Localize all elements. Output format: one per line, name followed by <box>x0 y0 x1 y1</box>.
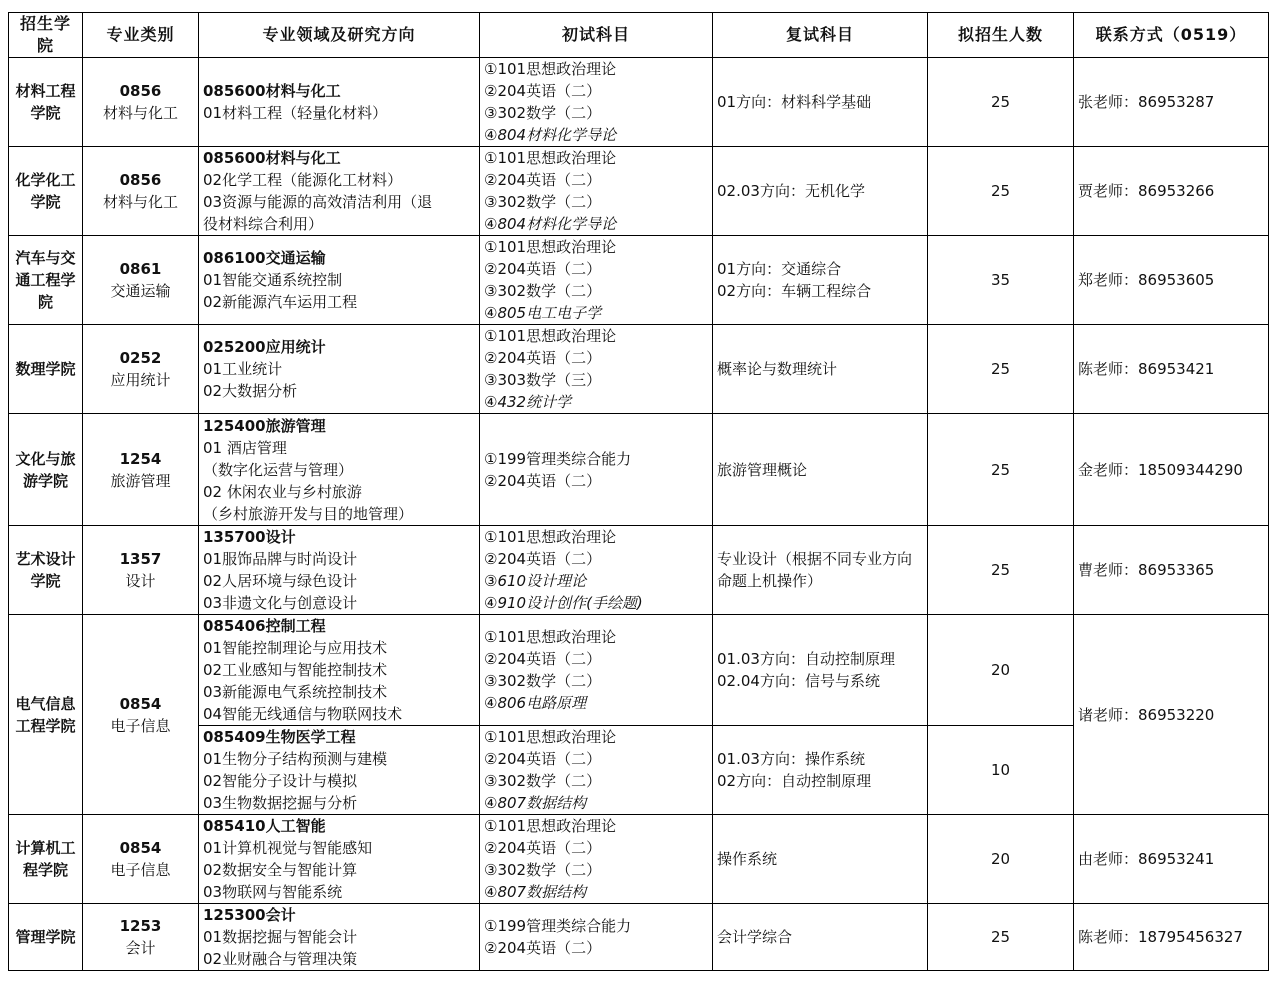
field-cell <box>199 414 480 526</box>
field-direction: 01服饰品牌与时尚设计 <box>203 550 358 568</box>
retest-subject: 专业设计（根据不同专业方向命题上机操作） <box>717 550 913 590</box>
table-row <box>9 147 1269 236</box>
exam-subject: ①101思想政治理论 <box>484 528 617 546</box>
college-cell: 材料工程学院 <box>9 58 83 147</box>
exam-subject: ②204英语（二） <box>484 171 602 189</box>
contact-cell: 曹老师：86953365 <box>1074 526 1269 615</box>
exam-cell <box>480 414 713 526</box>
field-head: 125300会计 <box>203 906 296 924</box>
field-cell <box>199 904 480 971</box>
field-direction: 役材料综合利用） <box>203 215 324 233</box>
field-direction: 01智能控制理论与应用技术 <box>203 639 388 657</box>
major-code: 1253 <box>119 917 162 935</box>
exam-subject: ②204英语（二） <box>484 550 602 568</box>
major-name: 电子信息 <box>110 716 171 735</box>
contact-cell: 郑老师：86953605 <box>1074 236 1269 325</box>
retest-cell <box>713 726 928 815</box>
retest-cell <box>713 236 928 325</box>
retest-subject: 01.03方向：自动控制原理 <box>717 650 895 668</box>
retest-cell <box>713 147 928 236</box>
field-direction: 02数据安全与智能计算 <box>203 861 358 879</box>
table-row <box>9 526 1269 615</box>
header-initial-exam: 初试科目 <box>480 13 713 58</box>
major-name: 设计 <box>125 572 156 590</box>
header-major-category: 专业类别 <box>83 13 199 58</box>
field-direction: 04智能无线通信与物联网技术 <box>203 705 403 723</box>
retest-subject: 旅游管理概论 <box>717 460 808 479</box>
field-direction: 03生物数据挖掘与分析 <box>203 794 358 812</box>
field-cell <box>199 58 480 147</box>
exam-cell <box>480 815 713 904</box>
contact-cell: 陈老师：18795456327 <box>1074 904 1269 971</box>
plan-cell: 25 <box>928 414 1074 526</box>
exam-subject: ①101思想政治理论 <box>484 60 617 78</box>
exam-subject-specialty: ④804材料化学导论 <box>484 126 617 144</box>
table-row <box>9 904 1269 971</box>
field-head: 085410人工智能 <box>203 817 326 835</box>
contact-cell: 陈老师：86953421 <box>1074 325 1269 414</box>
contact-cell: 由老师：86953241 <box>1074 815 1269 904</box>
field-cell <box>199 526 480 615</box>
field-cell <box>199 615 480 726</box>
college-cell: 汽车与交通工程学院 <box>9 236 83 325</box>
retest-subject: 01方向：交通综合 <box>717 260 842 278</box>
major-cell <box>83 526 199 615</box>
field-cell <box>199 726 480 815</box>
field-direction: 01计算机视觉与智能感知 <box>203 839 373 857</box>
exam-cell <box>480 904 713 971</box>
field-direction: 03非遗文化与创意设计 <box>203 594 358 612</box>
college-cell: 数理学院 <box>9 325 83 414</box>
exam-subject: ③302数学（二） <box>484 672 602 690</box>
field-head: 025200应用统计 <box>203 338 326 356</box>
field-head: 125400旅游管理 <box>203 416 326 435</box>
exam-subject: ②204英语（二） <box>484 349 602 367</box>
retest-cell <box>713 325 928 414</box>
field-direction: 01数据挖掘与智能会计 <box>203 928 358 946</box>
exam-cell <box>480 726 713 815</box>
retest-cell <box>713 414 928 526</box>
exam-subject-specialty: ④804材料化学导论 <box>484 215 617 233</box>
table-row <box>9 615 1269 726</box>
table-row <box>9 815 1269 904</box>
contact-cell: 诸老师：86953220 <box>1074 615 1269 815</box>
header-row <box>9 13 1269 58</box>
major-name: 交通运输 <box>110 282 171 300</box>
contact-cell: 贾老师：86953266 <box>1074 147 1269 236</box>
field-direction: 01材料工程（轻量化材料） <box>203 104 388 122</box>
major-name: 材料与化工 <box>102 193 178 211</box>
exam-subject: ③302数学（二） <box>484 282 602 300</box>
exam-subject: ①101思想政治理论 <box>484 149 617 167</box>
major-name: 材料与化工 <box>102 104 178 122</box>
field-direction: （乡村旅游开发与目的地管理） <box>203 504 414 523</box>
field-head: 085409生物医学工程 <box>203 728 356 746</box>
retest-subject: 02.04方向：信号与系统 <box>717 672 880 690</box>
exam-subject: ①199管理类综合能力 <box>484 917 632 935</box>
plan-cell: 25 <box>928 526 1074 615</box>
plan-cell: 25 <box>928 58 1074 147</box>
major-code: 0856 <box>119 171 162 189</box>
exam-cell <box>480 147 713 236</box>
college-cell: 计算机工程学院 <box>9 815 83 904</box>
retest-subject: 02方向：车辆工程综合 <box>717 282 872 300</box>
header-retest: 复试科目 <box>713 13 928 58</box>
field-cell <box>199 325 480 414</box>
exam-subject: ③302数学（二） <box>484 193 602 211</box>
header-college: 招生学院 <box>9 13 83 58</box>
contact-cell: 金老师：18509344290 <box>1074 414 1269 526</box>
table-row <box>9 325 1269 414</box>
exam-subject: ③302数学（二） <box>484 772 602 790</box>
exam-subject: ①199管理类综合能力 <box>484 449 632 468</box>
field-direction: 02工业感知与智能控制技术 <box>203 661 388 679</box>
field-cell <box>199 147 480 236</box>
retest-subject: 01方向：材料科学基础 <box>717 93 872 111</box>
field-head: 086100交通运输 <box>203 249 326 267</box>
retest-subject: 02方向：自动控制原理 <box>717 772 872 790</box>
retest-subject: 概率论与数理统计 <box>717 360 838 378</box>
major-cell <box>83 147 199 236</box>
field-direction: 02化学工程（能源化工材料） <box>203 171 403 189</box>
major-code: 0854 <box>119 694 162 713</box>
exam-cell <box>480 236 713 325</box>
exam-cell <box>480 58 713 147</box>
retest-cell <box>713 526 928 615</box>
field-direction: （数字化运营与管理） <box>203 460 354 479</box>
college-cell: 化学化工学院 <box>9 147 83 236</box>
field-direction: 01工业统计 <box>203 360 283 378</box>
retest-subject: 操作系统 <box>717 850 778 868</box>
college-cell: 管理学院 <box>9 904 83 971</box>
plan-cell: 25 <box>928 325 1074 414</box>
field-head: 085406控制工程 <box>203 617 326 635</box>
field-direction: 02人居环境与绿色设计 <box>203 572 358 590</box>
major-code: 0252 <box>119 349 162 367</box>
field-direction: 03资源与能源的高效清洁利用（退 <box>203 193 433 211</box>
exam-subject: ②204英语（二） <box>484 839 602 857</box>
field-cell <box>199 815 480 904</box>
major-cell <box>83 58 199 147</box>
college-cell: 电气信息工程学院 <box>9 615 83 815</box>
exam-cell <box>480 615 713 726</box>
field-direction: 02智能分子设计与模拟 <box>203 772 358 790</box>
college-cell: 艺术设计学院 <box>9 526 83 615</box>
major-code: 0861 <box>119 260 162 278</box>
major-code: 1357 <box>119 550 162 568</box>
retest-cell <box>713 58 928 147</box>
exam-subject-specialty: ④807数据结构 <box>484 794 587 812</box>
plan-cell: 20 <box>928 615 1074 726</box>
header-contact: 联系方式（0519） <box>1074 13 1269 58</box>
field-direction: 02业财融合与管理决策 <box>203 950 358 968</box>
exam-subject: ①101思想政治理论 <box>484 327 617 345</box>
field-direction: 02 休闲农业与乡村旅游 <box>203 482 362 501</box>
table-row <box>9 236 1269 325</box>
field-direction: 02大数据分析 <box>203 382 298 400</box>
exam-subject: ②204英语（二） <box>484 471 602 490</box>
field-direction: 02新能源汽车运用工程 <box>203 293 358 311</box>
exam-subject-specialty: ④807数据结构 <box>484 883 587 901</box>
major-code: 1254 <box>119 449 162 468</box>
plan-cell: 20 <box>928 815 1074 904</box>
exam-subject: ①101思想政治理论 <box>484 817 617 835</box>
table-row <box>9 58 1269 147</box>
retest-cell <box>713 815 928 904</box>
exam-subject: ②204英语（二） <box>484 82 602 100</box>
major-code: 0854 <box>119 839 162 857</box>
major-cell <box>83 815 199 904</box>
college-cell: 文化与旅游学院 <box>9 414 83 526</box>
exam-subject: ③303数学（三） <box>484 371 602 389</box>
plan-cell: 35 <box>928 236 1074 325</box>
exam-cell <box>480 526 713 615</box>
contact-cell: 张老师：86953287 <box>1074 58 1269 147</box>
major-cell <box>83 615 199 815</box>
field-cell <box>199 236 480 325</box>
plan-cell: 10 <box>928 726 1074 815</box>
exam-subject: ②204英语（二） <box>484 750 602 768</box>
field-direction: 01智能交通系统控制 <box>203 271 343 289</box>
retest-cell <box>713 904 928 971</box>
retest-subject: 会计学综合 <box>717 928 793 946</box>
major-cell <box>83 904 199 971</box>
major-name: 应用统计 <box>110 371 171 389</box>
exam-cell <box>480 325 713 414</box>
exam-subject-specialty: ④806电路原理 <box>484 694 587 712</box>
major-name: 会计 <box>125 939 156 957</box>
major-cell <box>83 236 199 325</box>
plan-cell: 25 <box>928 147 1074 236</box>
field-direction: 03物联网与智能系统 <box>203 883 343 901</box>
exam-subject: ①101思想政治理论 <box>484 238 617 256</box>
major-cell <box>83 325 199 414</box>
header-plan: 拟招生人数 <box>928 13 1074 58</box>
plan-cell: 25 <box>928 904 1074 971</box>
header-field-direction: 专业领域及研究方向 <box>199 13 480 58</box>
retest-cell <box>713 615 928 726</box>
field-direction: 01 酒店管理 <box>203 438 287 457</box>
field-head: 085600材料与化工 <box>203 82 341 100</box>
exam-subject: ①101思想政治理论 <box>484 728 617 746</box>
retest-subject: 01.03方向：操作系统 <box>717 750 865 768</box>
major-code: 0856 <box>119 82 162 100</box>
major-name: 旅游管理 <box>110 471 171 490</box>
exam-subject-specialty: ④910设计创作(手绘题) <box>484 594 643 612</box>
field-direction: 01生物分子结构预测与建模 <box>203 750 388 768</box>
exam-subject: ②204英语（二） <box>484 939 602 957</box>
exam-subject: ③302数学（二） <box>484 861 602 879</box>
major-cell <box>83 414 199 526</box>
admissions-table <box>8 12 1269 971</box>
exam-subject-specialty: ④432统计学 <box>484 393 572 411</box>
exam-subject: ②204英语（二） <box>484 650 602 668</box>
exam-subject-specialty: ④805电工电子学 <box>484 304 602 322</box>
exam-subject: ①101思想政治理论 <box>484 628 617 646</box>
exam-subject: ③302数学（二） <box>484 104 602 122</box>
field-head: 135700设计 <box>203 528 296 546</box>
major-name: 电子信息 <box>110 861 171 879</box>
exam-subject: ②204英语（二） <box>484 260 602 278</box>
table-row <box>9 414 1269 526</box>
field-direction: 03新能源电气系统控制技术 <box>203 683 388 701</box>
retest-subject: 02.03方向：无机化学 <box>717 182 865 200</box>
field-head: 085600材料与化工 <box>203 149 341 167</box>
exam-subject-specialty: ③610设计理论 <box>484 572 587 590</box>
